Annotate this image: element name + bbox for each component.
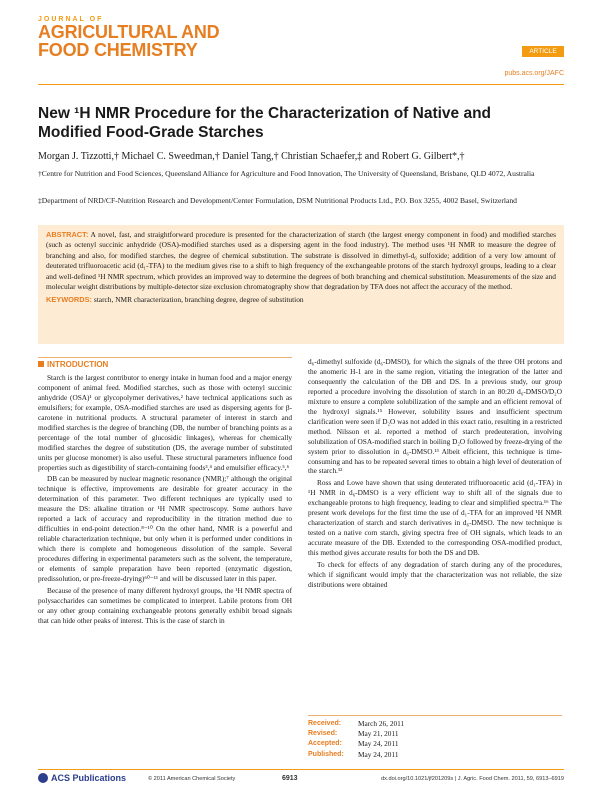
- keywords-label: KEYWORDS:: [46, 295, 92, 305]
- date-label: Accepted:: [308, 740, 342, 748]
- keywords-line: [46, 295, 556, 305]
- abstract-box: [38, 225, 564, 344]
- date-row-revised: [308, 729, 562, 739]
- header-divider: [38, 84, 564, 85]
- article-title: New ¹H NMR Procedure for the Characterization of Native and Modified Food-Grade Starches: [38, 105, 492, 141]
- date-value: May 24, 2011: [358, 739, 399, 749]
- paragraph: Starch is the largest contributor to energy intake in human food and a major energy component of animal feed. Modified starches, such as those with octenyl succinic anhydride (OSA)¹ or glycopolymer derivatives,² have technical applications such as emulsifiers; for example, OSA-modified starches are used as dispersing agents for β-carotene in nutritional products. A structural parameter of interest in starch and modified starches is the degree of branching (DB, the number of branching points as a percentage of the total number of glucosidic linkages), whereas for chemically modified starches the degree of substitution (DS, the average number of substituted units per glucose monomer) is also useful. These structural parameters influence food properties such as digestibility of starch-containing foods³,⁴ and emulsifier efficacy.⁵,⁶: [38, 372, 292, 472]
- date-value: May 24, 2011: [358, 749, 399, 759]
- abstract-label: ABSTRACT:: [46, 230, 89, 239]
- date-value: March 26, 2011: [358, 719, 405, 728]
- journal-name-line2: FOOD CHEMISTRY: [38, 40, 198, 60]
- section-bullet-icon: [38, 361, 44, 367]
- publication-dates: [308, 715, 562, 760]
- journal-name-line1: AGRICULTURAL AND: [38, 22, 220, 42]
- paragraph: DB can be measured by nuclear magnetic resonance (NMR);⁷ although the original technique is effective, improvements are desirable for greater accuracy in the determination of this parameter. Two different techniques are typically used to measure the DS: alkaline titration or ¹H NMR spectroscopy. Some authors have reported a lack of accuracy and reproducibility in the titration method due to difficulties in end-point detection.⁸⁻¹⁰ On the other hand, NMR is a powerful and reliable characterization technique, but only when it is performed under conditions in which there is complete and homogeneous dissolution of the sample. Several procedures differing in experimental parameters such as the solvent, the temperature, or elements of sample preparation have been reported (enzymatic digestion, predissolution, or pre-freeze-drying)⁶⁰⁻¹¹ and will be discussed later in this paper.: [38, 474, 292, 584]
- doi-citation-link[interactable]: dx.doi.org/10.1021/jf201209s | J. Agric. Food Chem. 2011, 59, 6913–6919: [381, 776, 564, 782]
- paragraph: To check for effects of any degradation of starch during any of the procedures, which if significant would imply that the characterization was not reliable, the size distributions were obtained: [308, 560, 562, 589]
- author-list: Morgan J. Tizzotti,† Michael C. Sweedman,† Daniel Tang,† Christian Schaefer,‡ and Robert G. Gilbert*,†: [38, 151, 465, 162]
- date-row-accepted: [308, 739, 562, 749]
- date-row-received: [308, 719, 562, 729]
- journal-logo: [38, 16, 268, 59]
- paragraph: Ross and Lowe have shown that using deuterated trifluoroacetic acid (d₁-TFA) in ¹H NMR in d₆-DMSO is a very efficient way to shift all of the signals due to exchangeable protons to high frequency, leading to clear and simplified spectra.¹⁶ The present work develops for the first time the use of d₁-TFA for an improved ¹H NMR characterization of starch and starch derivatives in d₆-DMSO. The new technique is tested on a native corn starch, giving spectra free of OH signals, which leads to an accurate measure of the DB. Extended to the corresponding OSA-modified product, this method gives accurate results for both the DS and DB.: [308, 478, 562, 558]
- date-row-published: [308, 750, 562, 760]
- page-number: 6913: [282, 775, 298, 782]
- acs-logo-icon: [38, 773, 48, 783]
- date-label: Published:: [308, 750, 344, 758]
- date-label: Received:: [308, 720, 342, 727]
- publisher-name: ACS Publications: [51, 773, 127, 783]
- affiliation-2: ‡Department of NRD/CF-Nutrition Research and Development/Center Formulation, DSM Nutritional Products Ltd., P.O. Box 3255, 4002 Basel, Switzerland: [38, 196, 517, 205]
- body-column-right: [308, 357, 562, 592]
- abstract-text: A novel, fast, and straightforward procedure is presented for the characterization of starch (the largest energy component in food) and modified starches (such as octenyl succinic anhydride (OSA)-modified starches used as a dispersing agent in the food industry). The method uses ¹H NMR to measure the degree of branching and also, for modified starches, the degree of chemical substitution. The substrate is dissolved in dimethyl-d₆ sulfoxide; addition of a very low amount of deuterated trifluoroacetic acid (d₁-TFA) to the medium gives rise to a shift to high frequency of the exchangeable protons of the starch hydroxyl groups, leading to a clear and well-defined ¹H NMR spectrum, which provides an improved way to determine the degrees of both branching and chemical substitution. Measurements of the size and molecular weight distributions by multiple-detector size exclusion chromatography show that degradation by TFA does not affect the accuracy of the method.: [46, 230, 556, 292]
- body-column-left: [38, 357, 292, 628]
- journal-url-link[interactable]: pubs.acs.org/JAFC: [504, 70, 564, 77]
- journal-of-label: JOURNAL OF: [38, 16, 104, 23]
- paragraph: d₆-dimethyl sulfoxide (d₆-DMSO), for which the signals of the three OH protons and the anomeric H-1 are in the same region, vitiating the integration of the latter and consequently the calculation of the DB and DS. In a previous study, our group reported a procedure involving the dissolution of starch in an 80:20 d₆-DMSO/D₂O mixture to ensure a complete solubilization of the sample and an efficient removal of the hydroxyl signals.¹⁵ However, solubility issues and insufficient spectrum clarification were seen if D₂O was not added in this exact ratio, resulting in a restricted method. Nilsson et al. reported a method of starch predeuteration, involving solubilization of OSA-modified starch in boiling D₂O followed by freeze-drying of the system prior to dissolution in d₆-DMSO.¹³ Albeit efficient, this technique is time-consuming and has to be repeated several times to obtain a high level of deuteration of the starch.¹²: [308, 357, 562, 476]
- page-footer: [38, 773, 564, 785]
- paragraph: Because of the presence of many different hydroxyl groups, the ¹H NMR spectra of polysaccharides can sometimes be complicated to interpret. Labile protons from OH or any other group containing exchangeable protons generally exhibit broad signals that can hide other peaks of interest. This is the case of starch in: [38, 585, 292, 625]
- section-title: INTRODUCTION: [47, 360, 109, 369]
- footer-divider: [38, 769, 564, 770]
- affiliation-1: †Centre for Nutrition and Food Sciences, Queensland Alliance for Agriculture and Food Innovation, The University of Queensland, Brisbane, QLD 4072, Australia: [38, 169, 535, 178]
- acs-publications-logo: [38, 773, 126, 783]
- date-value: May 21, 2011: [358, 729, 399, 739]
- copyright-notice: © 2011 American Chemical Society: [148, 776, 236, 782]
- article-type-badge: ARTICLE: [522, 46, 564, 57]
- section-heading: [38, 357, 292, 370]
- date-label: Revised:: [308, 730, 338, 738]
- keywords-text: starch, NMR characterization, branching degree, degree of substitution: [93, 295, 304, 305]
